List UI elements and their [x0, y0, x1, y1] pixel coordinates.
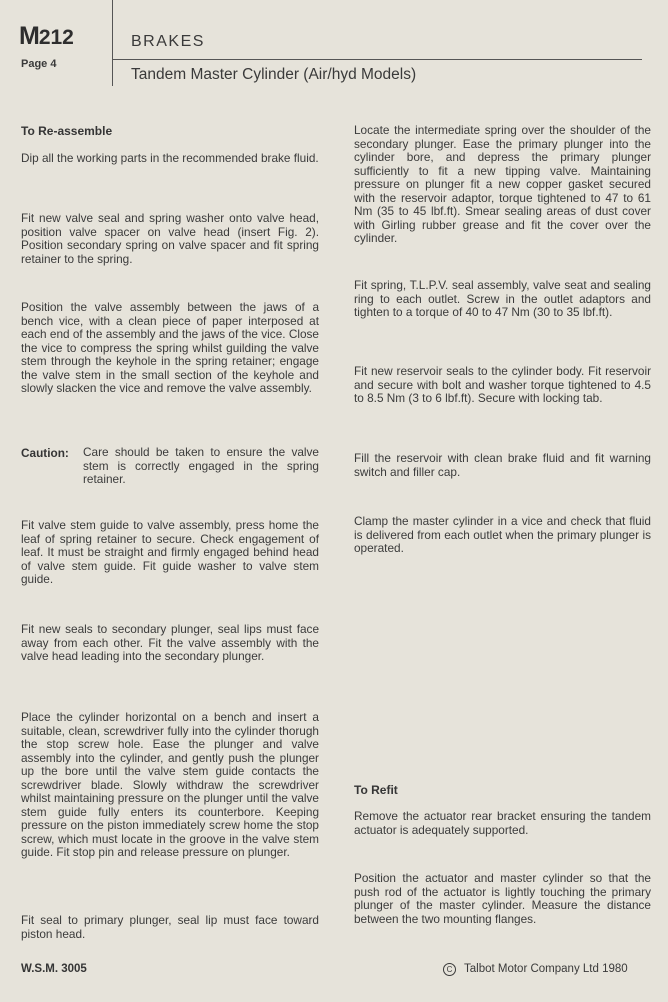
caution-text: Care should be taken to ensure the valve stem is correctly engaged in the spring retainer. [83, 445, 319, 486]
right-paragraph-1: Locate the intermediate spring over the shoulder of the secondary plunger. Ease the primary plunger into the cylinder bore, and depress the primary plunger sufficiently to fit a new tipping valve. Maintaining pressure on plunger fit a new copper gasket secured with the reservoir adaptor, torque tightened to 47 to 61 Nm (35 to 45 lbf.ft). Smear sealing areas of dust cover with Girling rubber grease and fit the cover over the cylinder. [354, 123, 651, 245]
right-paragraph-7: Position the actuator and master cylinder so that the push rod of the actuator is lightly touching the primary plunger of the master cylinder. Measure the distance between the two mounting flanges. [354, 871, 651, 926]
header-horizontal-divider [112, 59, 642, 60]
manual-code [19, 22, 74, 51]
left-paragraph-3: Position the valve assembly between the jaws of a bench vice, with a clean piece of paper interposed at each end of the assembly and the jaws of the vice. Close the vice to compress the spring whilst guilding the valve stem through the keyhole in the spring retainer; engage the valve stem in the small section of the keyhole and slowly slacken the vice and remove the valve assembly. [21, 300, 319, 395]
copyright-text: Talbot Motor Company Ltd 1980 [464, 963, 628, 975]
right-paragraph-2: Fit spring, T.L.P.V. seal assembly, valve seat and sealing ring to each outlet. Screw in the outlet adaptors and tighten to a torque of 40 to 47 Nm (30 to 35 lbf.ft). [354, 278, 651, 319]
reassemble-heading: To Re-assemble [21, 124, 113, 138]
section-title: BRAKES [131, 33, 205, 50]
right-paragraph-6: Remove the actuator rear bracket ensuring the tandem actuator is adequately supported. [354, 809, 651, 837]
right-paragraph-4: Fill the reservoir with clean brake fluid and fit warning switch and filler cap. [354, 451, 651, 479]
right-paragraph-5: Clamp the master cylinder in a vice and check that fluid is delivered from each outlet when the primary plunger is operated. [354, 514, 651, 555]
header-vertical-divider [112, 0, 113, 86]
footer-copyright [443, 963, 628, 976]
refit-heading: To Refit [354, 783, 398, 797]
page-number: Page 4 [21, 58, 57, 70]
right-paragraph-3: Fit new reservoir seals to the cylinder body. Fit reservoir and secure with bolt and washer torque tightened to 4.5 to 8.5 Nm (3 to 6 lbf.ft). Secure with locking tab. [354, 364, 651, 405]
page-subtitle: Tandem Master Cylinder (Air/hyd Models) [131, 66, 417, 83]
caution-label: Caution: [21, 446, 69, 460]
left-paragraph-1: Dip all the working parts in the recommended brake fluid. [21, 151, 319, 165]
code-letter: M [19, 22, 39, 50]
left-paragraph-6: Place the cylinder horizontal on a bench and insert a suitable, clean, screwdriver fully into the cylinder thorugh the stop screw hole. Ease the plunger and valve assembly into the cylinder, and gently push the plunger up the bore until the valve stem guide contacts the screwdriver blade. Slowly withdraw the screwdriver whilst maintaining pressure on the plunger until the valve stem guide fully enters its counterbore. Keeping pressure on the piston immediately screw home the stop screw, which must locate in the groove in the valve stem guide. Fit stop pin and release pressure on plunger. [21, 710, 319, 859]
left-paragraph-7: Fit seal to primary plunger, seal lip must face toward piston head. [21, 913, 319, 941]
code-number: 212 [38, 26, 74, 49]
left-paragraph-5: Fit new seals to secondary plunger, seal lips must face away from each other. Fit the valve assembly with the valve head leading into the secondary plunger. [21, 622, 319, 663]
left-paragraph-2: Fit new valve seal and spring washer onto valve head, position valve spacer on valve head (insert Fig. 2). Position secondary spring on valve spacer and fit spring retainer to the spring. [21, 211, 319, 266]
left-paragraph-4: Fit valve stem guide to valve assembly, press home the leaf of spring retainer to secure. Check engagement of leaf. It must be straight and firmly engaged behind head of valve stem guide. Fit guide washer to valve stem guide. [21, 518, 319, 586]
footer-manual-ref: W.S.M. 3005 [21, 963, 87, 975]
copyright-icon: C [443, 963, 456, 976]
